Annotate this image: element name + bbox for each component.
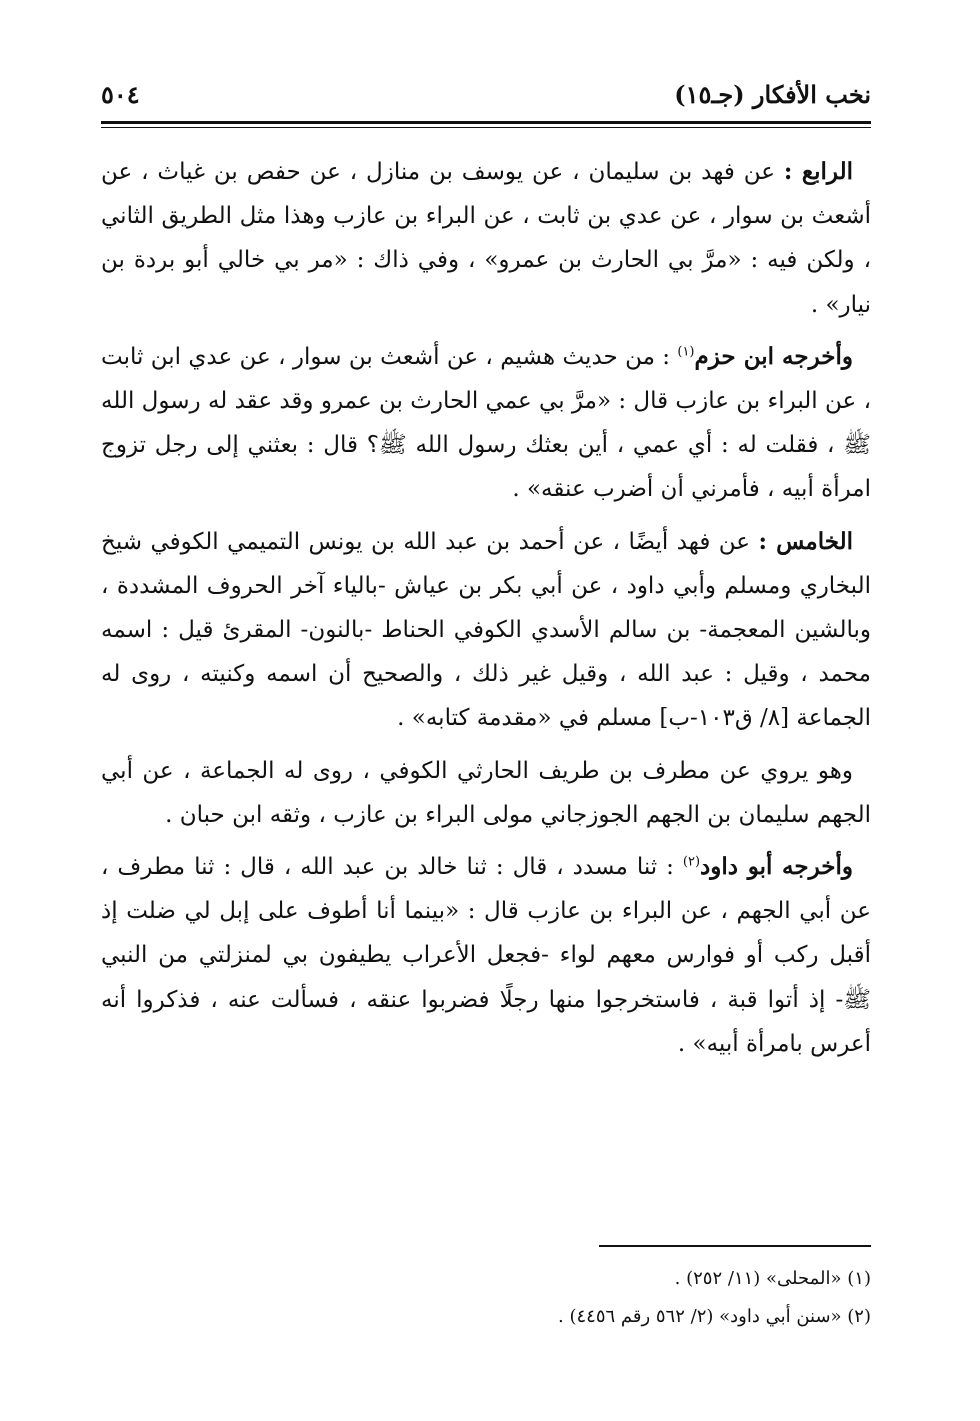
paragraph-lead: الخامس : bbox=[758, 527, 853, 555]
header-rule-thick bbox=[101, 121, 871, 124]
paragraph-text: عن فهد أيضًا ، عن أحمد بن عبد الله بن يونس التميمي الكوفي شيخ البخاري ومسلم وأبي داود ، عن أبي بكر بن عياش -بالياء آخر الحروف المشددة ، وبالشين المعجمة- بن سالم الأسدي الكوفي الحناط -بالنون- المقرئ قيل : اسمه محمد ، وقيل : عبد الله ، وقيل غير ذلك ، والصحيح أن اسمه وكنيته ، روى له الجماعة [٨/ ق١٠٣-ب] مسلم في «مقدمة كتابه» . bbox=[101, 528, 871, 732]
running-header bbox=[101, 78, 871, 118]
footnote-2: (٢) «سنن أبي داود» (٢/ ٥٦٢ رقم ٤٤٥٦) . bbox=[558, 1306, 871, 1327]
paragraph-text: وهو يروي عن مطرف بن طريف الحارثي الكوفي ، روى له الجماعة ، عن أبي الجهم سليمان بن الجهم الجوزجاني مولى البراء بن عازب ، وثقه ابن حبان . bbox=[101, 757, 871, 828]
paragraph-lead: وأخرجه أبو داود bbox=[700, 853, 854, 881]
paragraph-abu-dawud bbox=[101, 845, 871, 1066]
paragraph-lead: الرابع : bbox=[783, 158, 854, 185]
header-title: نخب الأفكار (جـ١٥) bbox=[674, 80, 871, 109]
header-rule-thin bbox=[101, 127, 871, 128]
paragraph-fourth-route bbox=[101, 150, 871, 327]
paragraph-text: : ثنا مسدد ، قال : ثنا خالد بن عبد الله ، قال : ثنا مطرف ، عن أبي الجهم ، عن البراء بن عازب قال : «بينما أنا أطوف على إبل لي ضلت إذ أقبل ركب أو فوارس معهم لواء -فجعل الأعراب يطيفون بي لمنزلتي من النبي ﷺ- إذ أتوا قبة ، فاستخرجوا منها رجلًا فضربوا عنقه ، فسألت عنه ، فذكروا أنه أعرس بامرأة أبيه» . bbox=[101, 854, 871, 1057]
paragraph-ibn-hazm bbox=[101, 335, 871, 512]
page-number: ٥٠٤ bbox=[101, 80, 140, 109]
paragraph-lead: وأخرجه ابن حزم bbox=[694, 342, 853, 370]
footnote-1: (١) «المحلى» (١١/ ٢٥٢) . bbox=[674, 1268, 871, 1289]
paragraph-fifth-route bbox=[101, 520, 871, 741]
paragraph-text: عن فهد بن سليمان ، عن يوسف بن منازل ، عن حفص بن غياث ، عن أشعث بن سوار ، عن عدي بن ثابت ، عن البراء بن عازب وهذا مثل الطريق الثاني ، ولكن فيه : «مرَّ بي الحارث بن عمرو» ، وفي ذاك : «مر بي خالي أبو بردة بن نيار» . bbox=[101, 159, 871, 318]
footnote-ref: (١) bbox=[677, 344, 695, 360]
footnote-separator bbox=[599, 1245, 871, 1247]
paragraph-mutarrif bbox=[101, 749, 871, 837]
footnote-ref: (٢) bbox=[682, 854, 701, 870]
paragraph-text: : من حديث هشيم ، عن أشعث بن سوار ، عن عدي ابن ثابت ، عن البراء بن عازب قال : «مرَّ بي عمي الحارث بن عمرو وقد عقد له رسول الله ﷺ ، فقلت له : أي عمي ، أين بعثك رسول الله ﷺ؟ قال : بعثني إلى رجل تزوج امرأة أبيه ، فأمرني أن أضرب عنقه» . bbox=[101, 343, 871, 503]
footnotes bbox=[101, 1262, 871, 1338]
main-text bbox=[101, 150, 871, 1074]
